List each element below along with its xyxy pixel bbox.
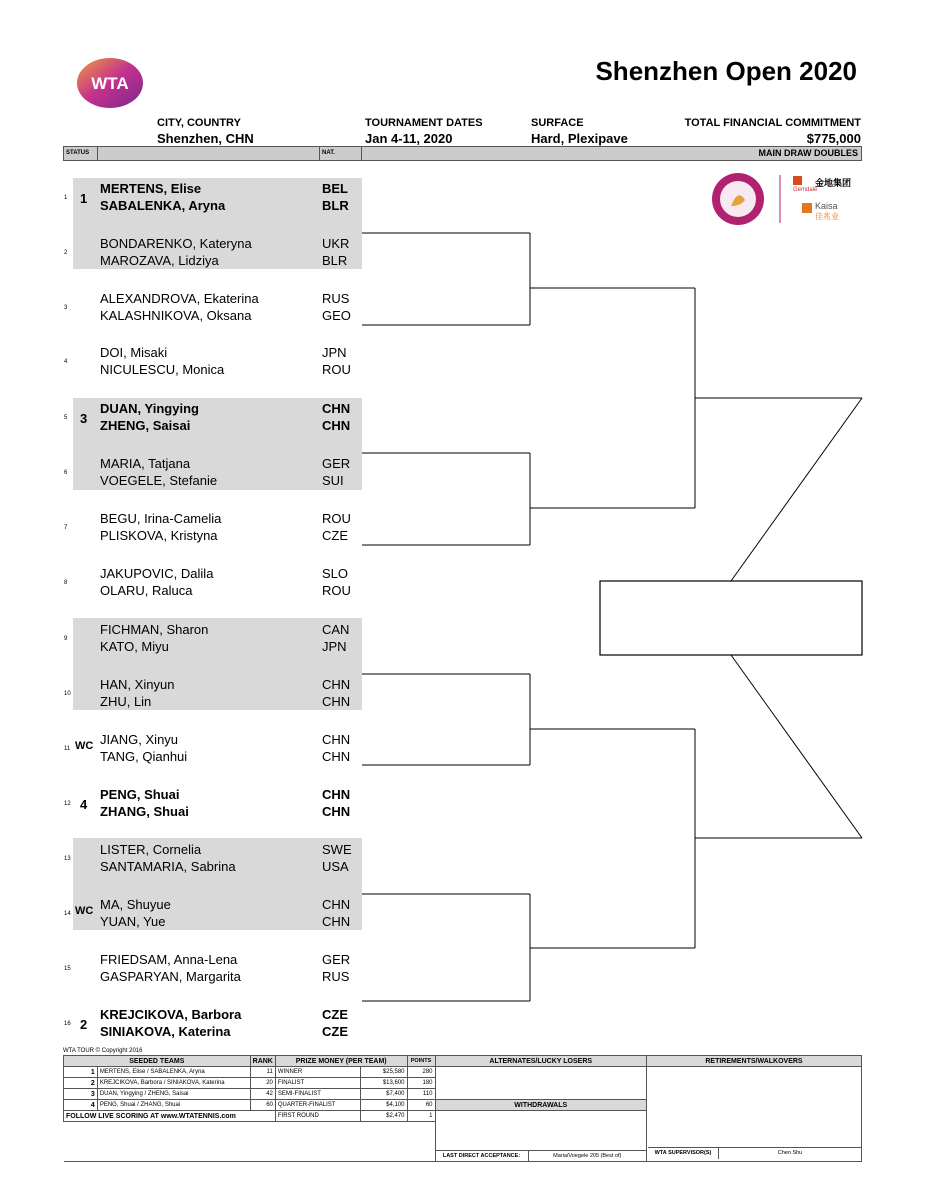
player-name: PENG, Shuai [100, 787, 180, 802]
draw-position: 13 [64, 856, 71, 862]
commitment-label: TOTAL FINANCIAL COMMITMENT [684, 117, 861, 129]
tournament-title: Shenzhen Open 2020 [595, 56, 857, 86]
sponsor2-sub: 佳兆业 [815, 212, 839, 221]
seed-number: 1 [64, 1067, 98, 1078]
rank-header: RANK [250, 1056, 275, 1067]
seed-rank: 60 [250, 1100, 275, 1111]
player-name: ZHU, Lin [100, 694, 152, 709]
seed-status: 2 [80, 1017, 88, 1032]
draw-position: 6 [64, 470, 68, 476]
player-nation: RUS [322, 969, 350, 984]
prize-money: $2,470 [360, 1111, 407, 1122]
prize-money: $13,600 [360, 1078, 407, 1089]
player-name: KREJCIKOVA, Barbora [100, 1007, 242, 1022]
retirements-header: RETIREMENTS/WALKOVERS [646, 1056, 861, 1067]
player-nation: GER [322, 456, 351, 471]
player-name: DOI, Misaki [100, 345, 168, 360]
player-nation: CHN [322, 732, 351, 747]
player-name: MA, Shuyue [100, 897, 171, 912]
prize-money: $7,400 [360, 1089, 407, 1100]
player-name: ZHENG, Saisai [100, 418, 191, 433]
seed-rank: 11 [250, 1067, 275, 1078]
surface-label: SURFACE [531, 117, 584, 129]
alternates-cell [435, 1067, 646, 1100]
sponsor-logos [703, 170, 863, 228]
seed-number: 4 [64, 1100, 98, 1111]
seed-number: 3 [64, 1089, 98, 1100]
seed-status: 4 [80, 797, 88, 812]
prize-round: QUARTER-FINALIST [275, 1100, 360, 1111]
player-name: KATO, Miyu [100, 639, 169, 654]
bracket-line [731, 398, 862, 581]
city-label: CITY, COUNTRY [157, 117, 241, 129]
draw-type: MAIN DRAW DOUBLES [758, 148, 858, 158]
seed-status: WC [75, 740, 94, 752]
supervisor-row [648, 1147, 862, 1159]
seed-rank: 20 [250, 1078, 275, 1089]
player-nation: GEO [322, 308, 351, 323]
champion-box [600, 581, 862, 655]
seed-number: 2 [64, 1078, 98, 1089]
player-name: ALEXANDROVA, Ekaterina [100, 291, 259, 306]
draw-position: 3 [64, 305, 68, 311]
player-nation: CZE [322, 528, 348, 543]
surface-value: Hard, Plexipave [531, 131, 628, 146]
player-name: YUAN, Yue [100, 914, 166, 929]
prize-money: $4,100 [360, 1100, 407, 1111]
prize-round: FINALIST [275, 1078, 360, 1089]
draw-position: 10 [64, 691, 71, 697]
player-name: HAN, Xinyun [100, 677, 175, 692]
nat-col: NAT. [320, 147, 362, 160]
player-name: PLISKOVA, Kristyna [100, 528, 218, 543]
last-direct-value: Maria/Voegele 205 (Best of) [553, 1152, 622, 1159]
player-name: FICHMAN, Sharon [100, 622, 209, 637]
alternates-header: ALTERNATES/LUCKY LOSERS [435, 1056, 646, 1067]
commitment-value: $775,000 [806, 131, 861, 146]
player-nation: BLR [322, 253, 348, 268]
player-nation: CAN [322, 622, 350, 637]
seed-rank: 42 [250, 1089, 275, 1100]
draw-position: 12 [64, 801, 71, 807]
follow-scoring: FOLLOW LIVE SCORING AT www.WTATENNIS.com [64, 1111, 276, 1122]
prize-points: 180 [407, 1078, 435, 1089]
prize-money: $25,580 [360, 1067, 407, 1078]
gemdale-icon [793, 176, 802, 185]
player-nation: CHN [322, 914, 351, 929]
draw-position: 7 [64, 525, 68, 531]
player-name: ZHANG, Shuai [100, 804, 189, 819]
draw-position: 14 [64, 911, 71, 917]
player-name: GASPARYAN, Margarita [100, 969, 241, 984]
player-nation: CHN [322, 418, 351, 433]
supervisor-label: WTA SUPERVISOR(S) [648, 1148, 719, 1159]
prize-header: PRIZE MONEY (PER TEAM) [275, 1056, 407, 1067]
seed-team: KREJCIKOVA, Barbora / SINIAKOVA, Katerina [97, 1078, 250, 1089]
seed-status: 3 [80, 411, 88, 426]
last-direct-label: LAST DIRECT ACCEPTANCE: [436, 1151, 529, 1161]
player-name: BONDARENKO, Kateryna [100, 236, 252, 251]
draw-position: 15 [64, 966, 71, 972]
player-name: SABALENKA, Aryna [100, 198, 226, 213]
player-nation: JPN [322, 639, 347, 654]
dates-label: TOURNAMENT DATES [365, 117, 483, 129]
player-name: OLARU, Raluca [100, 583, 193, 598]
bracket-line [731, 655, 862, 838]
draw-position: 8 [64, 580, 68, 586]
player-nation: ROU [322, 583, 351, 598]
player-nation: CHN [322, 677, 351, 692]
player-name: LISTER, Cornelia [100, 842, 202, 857]
player-nation: CHN [322, 897, 351, 912]
prize-points: 60 [407, 1100, 435, 1111]
player-nation: USA [322, 859, 349, 874]
player-name: MARIA, Tatjana [100, 456, 191, 471]
player-nation: CHN [322, 694, 351, 709]
player-nation: JPN [322, 345, 347, 360]
prize-round: FIRST ROUND [275, 1111, 360, 1122]
prize-round: SEMI-FINALIST [275, 1089, 360, 1100]
player-nation: GER [322, 952, 351, 967]
player-nation: ROU [322, 511, 351, 526]
status-col: STATUS [64, 147, 98, 160]
prize-points: 280 [407, 1067, 435, 1078]
logo-text: WTA [91, 74, 129, 93]
seed-status: 1 [80, 191, 88, 206]
player-nation: CHN [322, 749, 351, 764]
player-name: KALASHNIKOVA, Oksana [100, 308, 252, 323]
player-name: NICULESCU, Monica [100, 362, 225, 377]
footer-table [63, 1055, 862, 1162]
seed-team: PENG, Shuai / ZHANG, Shuai [97, 1100, 250, 1111]
seed-status: WC [75, 905, 94, 917]
player-nation: CHN [322, 804, 351, 819]
player-name: JAKUPOVIC, Dalila [100, 566, 214, 581]
player-nation: UKR [322, 236, 350, 251]
player-nation: BLR [322, 198, 349, 213]
player-name: MAROZAVA, Lidziya [100, 253, 219, 268]
seeded-header: SEEDED TEAMS [64, 1056, 251, 1067]
withdrawals-header: WITHDRAWALS [435, 1100, 646, 1111]
player-name: VOEGELE, Stefanie [100, 473, 218, 488]
kaisa-icon [802, 203, 812, 213]
draw-position: 1 [64, 195, 68, 201]
prize-points: 110 [407, 1089, 435, 1100]
player-nation: CHN [322, 787, 351, 802]
sponsor1-sub: Gemdale [793, 187, 818, 193]
draw-position: 9 [64, 636, 68, 642]
seed-team: DUAN, Yingying / ZHENG, Saisai [97, 1089, 250, 1100]
draw-position: 11 [64, 746, 71, 752]
player-nation: SUI [322, 473, 344, 488]
draw-position: 2 [64, 250, 68, 256]
player-nation: SLO [322, 566, 349, 581]
draw-position: 5 [64, 415, 68, 421]
prize-points: 1 [407, 1111, 435, 1122]
player-name: SANTAMARIA, Sabrina [100, 859, 236, 874]
player-nation: SWE [322, 842, 352, 857]
draw-position: 4 [64, 359, 68, 365]
prize-round: WINNER [275, 1067, 360, 1078]
copyright: WTA TOUR © Copyright 2016 [63, 1048, 143, 1054]
seed-team: MERTENS, Elise / SABALENKA, Aryna [97, 1067, 250, 1078]
player-name: BEGU, Irina-Camelia [100, 511, 222, 526]
city-value: Shenzhen, CHN [157, 131, 254, 146]
points-header: POINTS [407, 1056, 435, 1067]
player-name: SINIAKOVA, Katerina [100, 1024, 231, 1039]
player-nation: CHN [322, 401, 351, 416]
player-nation: CZE [322, 1024, 348, 1039]
player-nation: RUS [322, 291, 350, 306]
sponsor2: Kaisa [815, 201, 838, 211]
player-nation: BEL [322, 181, 348, 196]
withdrawals-cell [435, 1111, 646, 1151]
dates-value: Jan 4-11, 2020 [365, 131, 453, 146]
player-name: DUAN, Yingying [100, 401, 199, 416]
supervisor-value: Chen Shu [777, 1150, 803, 1156]
player-name: JIANG, Xinyu [100, 732, 179, 747]
player-nation: ROU [322, 362, 351, 377]
player-name: TANG, Qianhui [100, 749, 188, 764]
sponsor1: 金地集团 [815, 178, 852, 188]
draw-position: 16 [64, 1021, 71, 1027]
player-nation: CZE [322, 1007, 348, 1022]
player-name: FRIEDSAM, Anna-Lena [100, 952, 238, 967]
player-name: MERTENS, Elise [100, 181, 202, 196]
